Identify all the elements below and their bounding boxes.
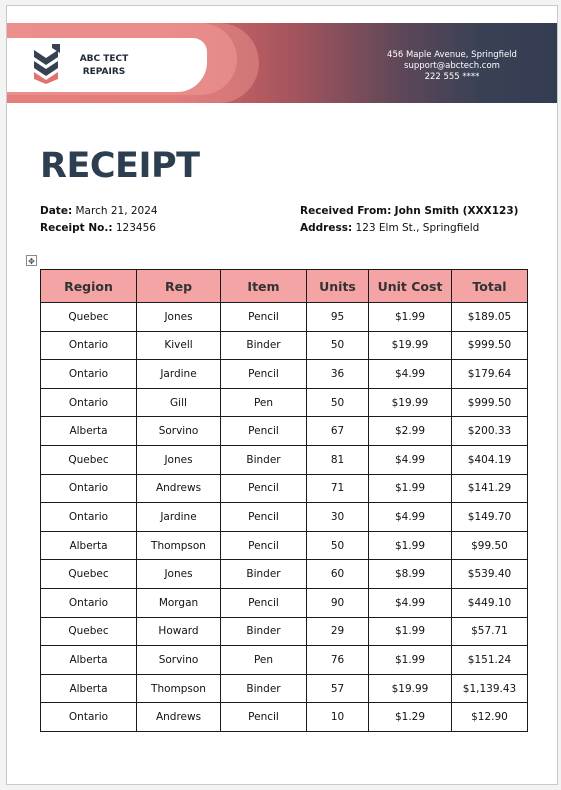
- rep-cell: Jones: [137, 303, 221, 332]
- unit-cost-cell: $19.99: [369, 331, 452, 360]
- units-cell: 60: [307, 560, 369, 589]
- total-cell: $179.64: [452, 360, 528, 389]
- company-email: support@abctech.com: [404, 61, 500, 71]
- region-cell: Ontario: [41, 388, 137, 417]
- item-cell: Binder: [221, 331, 307, 360]
- region-cell: Quebec: [41, 303, 137, 332]
- table-header-row: [41, 270, 528, 303]
- rep-cell: Andrews: [137, 703, 221, 732]
- unit-cost-cell: $19.99: [369, 674, 452, 703]
- rep-cell: Gill: [137, 388, 221, 417]
- total-cell: $999.50: [452, 388, 528, 417]
- total-cell: $539.40: [452, 560, 528, 589]
- rep-cell: Andrews: [137, 474, 221, 503]
- table-row: [41, 588, 528, 617]
- units-cell: 36: [307, 360, 369, 389]
- rep-cell: Sorvino: [137, 646, 221, 675]
- units-cell: 67: [307, 417, 369, 446]
- units-cell: 50: [307, 388, 369, 417]
- item-cell: Binder: [221, 445, 307, 474]
- table-row: [41, 303, 528, 332]
- column-header-item: Item: [221, 270, 307, 303]
- receipt-number: [40, 222, 156, 234]
- units-cell: 57: [307, 674, 369, 703]
- total-cell: $1,139.43: [452, 674, 528, 703]
- units-cell: 71: [307, 474, 369, 503]
- total-cell: $141.29: [452, 474, 528, 503]
- rep-cell: Jones: [137, 445, 221, 474]
- units-cell: 10: [307, 703, 369, 732]
- table-row: [41, 646, 528, 675]
- total-cell: $99.50: [452, 531, 528, 560]
- region-cell: Alberta: [41, 417, 137, 446]
- rep-cell: Morgan: [137, 588, 221, 617]
- date-label: Date:: [40, 205, 73, 217]
- unit-cost-cell: $8.99: [369, 560, 452, 589]
- table-row: [41, 674, 528, 703]
- rep-cell: Thompson: [137, 674, 221, 703]
- table-row: [41, 474, 528, 503]
- company-address: 456 Maple Avenue, Springfield: [387, 50, 517, 60]
- unit-cost-cell: $1.29: [369, 703, 452, 732]
- region-cell: Alberta: [41, 674, 137, 703]
- item-cell: Binder: [221, 674, 307, 703]
- item-cell: Binder: [221, 560, 307, 589]
- region-cell: Quebec: [41, 617, 137, 646]
- column-header-unit-cost: Unit Cost: [369, 270, 452, 303]
- item-cell: Pencil: [221, 474, 307, 503]
- units-cell: 76: [307, 646, 369, 675]
- item-cell: Binder: [221, 617, 307, 646]
- unit-cost-cell: $4.99: [369, 360, 452, 389]
- received-from-label: Received From:: [300, 205, 392, 217]
- table-row: [41, 560, 528, 589]
- company-name: [71, 53, 137, 79]
- company-line-1: ABC TECT: [79, 54, 129, 64]
- unit-cost-cell: $1.99: [369, 474, 452, 503]
- region-cell: Alberta: [41, 531, 137, 560]
- total-cell: $149.70: [452, 503, 528, 532]
- table-row: [41, 388, 528, 417]
- company-line-2: REPAIRS: [82, 67, 126, 77]
- table-row: [41, 617, 528, 646]
- region-cell: Alberta: [41, 646, 137, 675]
- total-cell: $449.10: [452, 588, 528, 617]
- region-cell: Quebec: [41, 445, 137, 474]
- unit-cost-cell: $4.99: [369, 445, 452, 474]
- total-cell: $200.33: [452, 417, 528, 446]
- total-cell: $12.90: [452, 703, 528, 732]
- units-cell: 81: [307, 445, 369, 474]
- item-cell: Pencil: [221, 417, 307, 446]
- contact-info: [377, 50, 527, 83]
- receipt-number-value: 123456: [115, 222, 156, 234]
- rep-cell: Kivell: [137, 331, 221, 360]
- table-row: [41, 360, 528, 389]
- unit-cost-cell: $1.99: [369, 646, 452, 675]
- unit-cost-cell: $1.99: [369, 531, 452, 560]
- item-cell: Pencil: [221, 360, 307, 389]
- units-cell: 29: [307, 617, 369, 646]
- item-cell: Pencil: [221, 588, 307, 617]
- units-cell: 90: [307, 588, 369, 617]
- total-cell: $189.05: [452, 303, 528, 332]
- table-row: [41, 531, 528, 560]
- table-row: [41, 703, 528, 732]
- item-cell: Pencil: [221, 531, 307, 560]
- total-cell: $151.24: [452, 646, 528, 675]
- region-cell: Ontario: [41, 703, 137, 732]
- address-value: 123 Elm St., Springfield: [355, 222, 480, 234]
- units-cell: 95: [307, 303, 369, 332]
- chevron-stack-logo-icon: [32, 44, 62, 84]
- item-cell: Pencil: [221, 703, 307, 732]
- customer-address: [300, 222, 479, 234]
- total-cell: $57.71: [452, 617, 528, 646]
- move-cross-icon[interactable]: ✥: [26, 255, 37, 266]
- total-cell: $404.19: [452, 445, 528, 474]
- table-row: [41, 331, 528, 360]
- rep-cell: Howard: [137, 617, 221, 646]
- received-from-value: John Smith (XXX123): [394, 205, 519, 217]
- table-row: [41, 417, 528, 446]
- column-header-units: Units: [307, 270, 369, 303]
- region-cell: Ontario: [41, 474, 137, 503]
- table-body: [41, 303, 528, 732]
- table-row: [41, 445, 528, 474]
- received-from: [300, 205, 518, 217]
- rep-cell: Sorvino: [137, 417, 221, 446]
- column-header-total: Total: [452, 270, 528, 303]
- region-cell: Ontario: [41, 331, 137, 360]
- company-phone: 222 555 ****: [424, 72, 480, 82]
- total-cell: $999.50: [452, 331, 528, 360]
- item-cell: Pen: [221, 388, 307, 417]
- unit-cost-cell: $1.99: [369, 303, 452, 332]
- region-cell: Ontario: [41, 503, 137, 532]
- region-cell: Ontario: [41, 360, 137, 389]
- unit-cost-cell: $19.99: [369, 388, 452, 417]
- receipt-date: [40, 205, 158, 217]
- units-cell: 30: [307, 503, 369, 532]
- rep-cell: Jardine: [137, 503, 221, 532]
- item-cell: Pencil: [221, 303, 307, 332]
- receipt-title: RECEIPT: [40, 146, 200, 186]
- table-row: [41, 503, 528, 532]
- region-cell: Ontario: [41, 588, 137, 617]
- rep-cell: Thompson: [137, 531, 221, 560]
- document-page: [6, 5, 558, 785]
- column-header-rep: Rep: [137, 270, 221, 303]
- item-cell: Pen: [221, 646, 307, 675]
- receipt-number-label: Receipt No.:: [40, 222, 113, 234]
- date-value: March 21, 2024: [75, 205, 158, 217]
- units-cell: 50: [307, 531, 369, 560]
- rep-cell: Jones: [137, 560, 221, 589]
- column-header-region: Region: [41, 270, 137, 303]
- rep-cell: Jardine: [137, 360, 221, 389]
- units-cell: 50: [307, 331, 369, 360]
- region-cell: Quebec: [41, 560, 137, 589]
- address-label: Address:: [300, 222, 353, 234]
- unit-cost-cell: $4.99: [369, 503, 452, 532]
- unit-cost-cell: $4.99: [369, 588, 452, 617]
- unit-cost-cell: $1.99: [369, 617, 452, 646]
- sales-table: [40, 269, 528, 732]
- item-cell: Pencil: [221, 503, 307, 532]
- unit-cost-cell: $2.99: [369, 417, 452, 446]
